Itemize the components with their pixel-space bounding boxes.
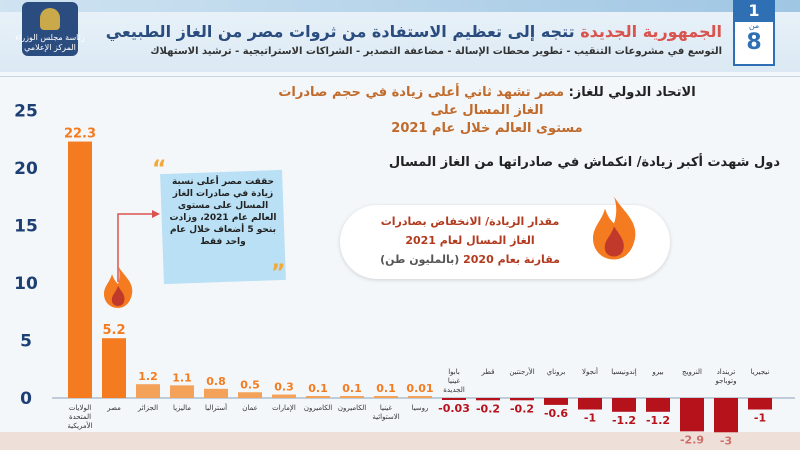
headline-part-2: مستوى العالم خلال عام 2021 — [391, 121, 583, 136]
bar — [306, 396, 330, 398]
bar-category-label: الكاميرون — [337, 404, 367, 412]
bar-value-label: 0.1 — [308, 382, 328, 395]
headline-source: الاتحاد الدولي للغاز: — [564, 85, 696, 100]
bar — [102, 338, 126, 398]
title-rest: تتجه إلى تعظيم الاستفادة من ثروات مصر من الغاز الطبيعي — [105, 22, 581, 41]
bar — [408, 396, 432, 398]
bar-category-label: مصر — [107, 404, 121, 412]
legend-unit: (بالمليون طن) — [380, 253, 460, 266]
bar — [272, 395, 296, 398]
bar — [476, 398, 500, 400]
subsection-title: دول شهدت أكبر زيادة/ انكماش في صادراتها من الغاز المسال — [388, 155, 780, 170]
bar-category-label: ترينداد وتوباجو — [715, 368, 737, 385]
logo-line-2: المركز الإعلامي — [24, 43, 76, 52]
legend-flame-icon — [584, 192, 644, 264]
bar — [680, 398, 704, 431]
bar — [340, 396, 364, 398]
bar-value-label: -0.2 — [475, 402, 501, 416]
y-tick-label: 0 — [20, 389, 32, 409]
bottom-decor-strip — [0, 432, 800, 450]
bar-category-label: الأرجنتين — [509, 368, 535, 376]
bar — [510, 398, 534, 400]
page-subtitle: التوسع في مشروعات التنقيب - تطوير محطات الإسالة - مضاعفة التصدير - الشراكات الاستراتيجية - ترشيد الاستهلاك — [150, 46, 722, 57]
callout-text: حققت مصر أعلى نسبة زيادة في صادرات الغاز المسال على مستوى العالم عام 2021، وزادت بنحو 5 أضعاف خلال عام واحد فقط — [169, 177, 277, 247]
bar — [68, 142, 92, 398]
bar-category-label: الإمارات — [272, 404, 296, 412]
bar-category-label: النرويج — [682, 368, 702, 376]
page-current: 1 — [735, 0, 773, 22]
bar-value-label: 0.1 — [376, 382, 396, 395]
open-quote-icon: “ — [152, 157, 167, 182]
y-tick-label: 5 — [20, 331, 32, 352]
bar-category-label: إندونيسيا — [611, 368, 637, 376]
bar-value-label: 0.8 — [206, 374, 226, 388]
bar-category-label: الولايات المتحدة الأمريكية — [67, 404, 93, 430]
bar-value-label: 1.2 — [138, 370, 158, 384]
bar-value-label: 0.01 — [406, 382, 434, 395]
bar-value-label: -0.03 — [438, 402, 470, 415]
bar-value-label: 0.5 — [240, 378, 260, 392]
bar-value-label: 1.1 — [172, 371, 192, 385]
bar-category-label: قطر — [481, 368, 495, 376]
bar-category-label: عمان — [242, 404, 258, 412]
y-tick-label: 10 — [14, 274, 38, 294]
bar — [578, 398, 602, 410]
bar — [748, 398, 772, 410]
bar-value-label: -1.2 — [645, 413, 671, 427]
bar-value-label: -1 — [583, 411, 597, 425]
bar — [646, 398, 670, 412]
bar — [136, 384, 160, 398]
bar — [442, 398, 466, 400]
bar-value-label: -0.6 — [543, 406, 569, 420]
legend-text — [345, 212, 595, 269]
bar-category-label: ماليزيا — [172, 404, 192, 412]
title-highlight: الجمهورية الجديدة — [580, 22, 722, 41]
headline-part-1: مصر تشهد ثاني أعلى زيادة في حجم صادرات الغاز المسال على — [278, 85, 565, 118]
y-tick-label: 20 — [14, 159, 38, 179]
bar-value-label: -1 — [753, 411, 767, 425]
bar — [238, 392, 262, 398]
bar-category-label: بيرو — [652, 368, 664, 376]
bar — [714, 398, 738, 433]
legend-line-1: مقدار الزيادة/ الانخفاض بصادرات — [380, 215, 560, 228]
logo-line-1: رئاسة مجلس الوزراء — [15, 33, 85, 42]
bar-category-label: أستراليا — [204, 404, 228, 412]
bar-category-label: غينيا الاستوائية — [372, 404, 400, 421]
page-total: 8 — [746, 30, 762, 55]
y-tick-label: 15 — [14, 216, 38, 237]
legend-line-3: مقارنة بعام 2020 — [459, 253, 560, 266]
y-tick-label: 25 — [14, 101, 38, 122]
bar-category-label: الجزائر — [137, 404, 159, 412]
bar-value-label: 5.2 — [102, 323, 126, 339]
bar-value-label: -1.2 — [611, 413, 637, 427]
bar — [374, 396, 398, 398]
bar-category-label: أنجولا — [581, 368, 599, 376]
bar-value-label: 0.3 — [274, 380, 294, 394]
bar-category-label: الكاميرون — [303, 404, 333, 412]
bar-category-label: بابوا غينيا الجديدة — [443, 368, 465, 394]
flame-icon — [98, 264, 138, 310]
bar — [544, 398, 568, 405]
close-quote-icon: ” — [271, 261, 286, 286]
bar — [612, 398, 636, 412]
bar-category-label: بروناي — [546, 368, 566, 376]
bar — [170, 385, 194, 398]
bar-category-label: نيجيريا — [750, 368, 770, 376]
bar-value-label: 22.3 — [63, 126, 97, 142]
bar — [204, 389, 228, 398]
legend-line-2: الغاز المسال لعام 2021 — [405, 234, 535, 247]
bar-value-label: -0.2 — [509, 402, 535, 416]
page-of-label: من — [748, 21, 760, 30]
bar-category-label: روسيا — [411, 404, 429, 412]
bar-value-label: 0.1 — [342, 382, 362, 395]
